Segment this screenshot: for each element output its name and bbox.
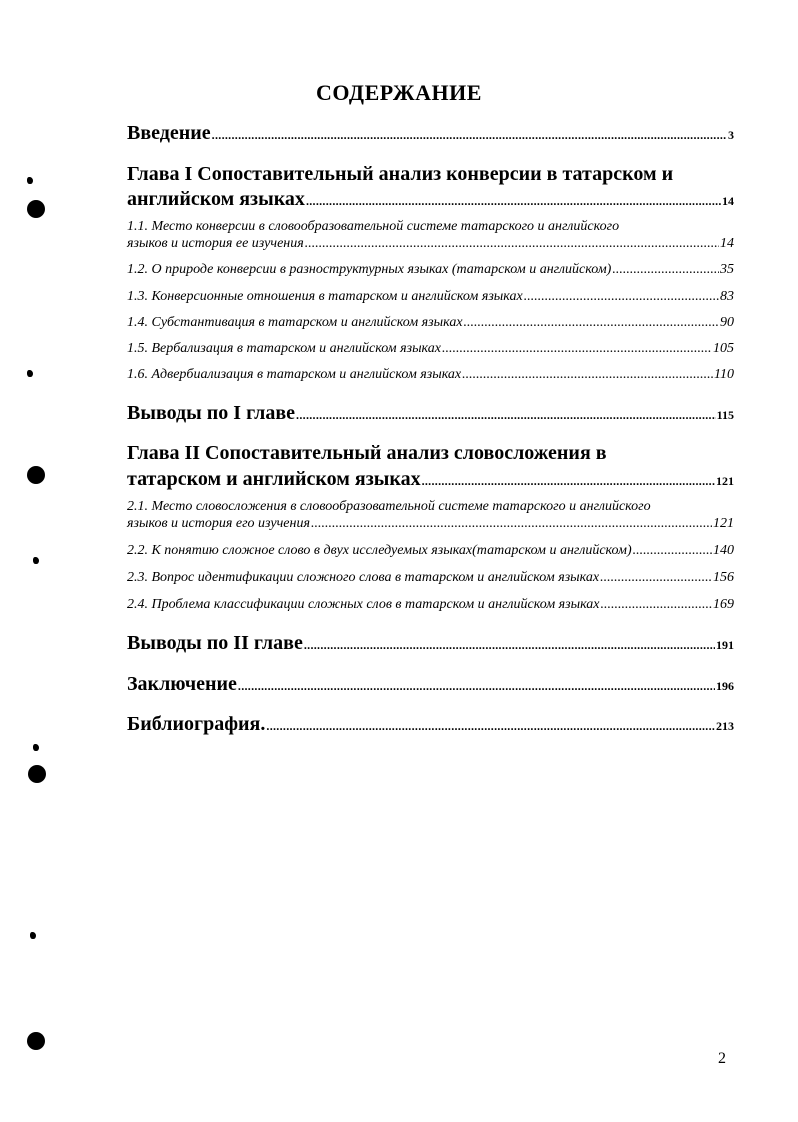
dot-leader <box>296 408 716 423</box>
toc-section-2-4[interactable] <box>127 597 734 613</box>
toc-section-1-5[interactable] <box>127 341 734 357</box>
dot-leader <box>600 570 712 586</box>
scan-speck <box>33 744 39 751</box>
dot-leader <box>524 289 719 305</box>
toc-page-number: 35 <box>720 262 734 277</box>
toc-page-number: 213 <box>716 719 734 733</box>
toc-entry-label: Библиография. <box>127 713 266 735</box>
toc-section-1-3[interactable] <box>127 289 734 305</box>
toc-section-1-2[interactable] <box>127 262 734 278</box>
toc-entry-label: Выводы по II главе <box>127 632 303 654</box>
page-number: 2 <box>718 1050 726 1067</box>
toc-entry-conclusion[interactable] <box>127 673 734 696</box>
toc-entry-bibliography[interactable] <box>127 713 734 736</box>
toc-page-number: 14 <box>722 194 734 208</box>
toc-page-number: 196 <box>716 679 734 693</box>
toc-section-2-1[interactable] <box>127 516 734 532</box>
toc-chapter1-title-line1[interactable]: Глава I Сопоставительный анализ конверсии в татарском и <box>127 163 674 185</box>
toc-section-1-6[interactable] <box>127 367 734 383</box>
dot-leader <box>305 236 719 252</box>
punch-hole <box>28 765 46 783</box>
toc-section-2-3[interactable] <box>127 570 734 586</box>
toc-entry-label: 1.5. Вербализация в татарском и английском языках <box>127 341 441 356</box>
toc-entry-chapter2[interactable] <box>127 468 734 491</box>
dot-leader <box>464 315 719 331</box>
toc-section-1-4[interactable] <box>127 315 734 331</box>
toc-page-number: 105 <box>713 341 734 356</box>
toc-page-number: 140 <box>713 543 734 558</box>
toc-page-number: 169 <box>713 597 734 612</box>
toc-page-number: 121 <box>716 474 734 488</box>
toc-section-2-1-line1[interactable]: 2.1. Место словосложения в словообразовательной системе татарского и английского <box>127 499 651 514</box>
toc-entry-conclusions1[interactable] <box>127 402 734 425</box>
toc-entry-label: Выводы по I главе <box>127 402 296 424</box>
dot-leader <box>462 367 713 383</box>
toc-entry-label: Заключение <box>127 673 237 695</box>
toc-section-2-2[interactable] <box>127 543 734 559</box>
dot-leader <box>442 341 712 357</box>
dot-leader <box>212 128 727 143</box>
scan-speck <box>27 177 33 184</box>
toc-page-number: 3 <box>728 128 734 142</box>
toc-entry-label: 1.4. Субстантивация в татарском и английском языках <box>127 315 463 330</box>
toc-entry-label: языков и история ее изучения <box>127 236 304 251</box>
toc-entry-label: 2.2. К понятию сложное слово в двух исследуемых языках(татарском и английском) <box>127 543 632 558</box>
dot-leader <box>238 679 715 694</box>
punch-hole <box>27 200 45 218</box>
toc-page-number: 83 <box>720 289 734 304</box>
dot-leader <box>612 262 719 278</box>
toc-page-number: 110 <box>714 367 734 382</box>
toc-entry-label: языков и история его изучения <box>127 516 310 531</box>
toc-page-number: 115 <box>716 408 734 422</box>
dot-leader <box>633 543 712 559</box>
dot-leader <box>311 516 712 532</box>
toc-entry-label: 1.6. Адвербиализация в татарском и английском языках <box>127 367 462 382</box>
toc-section-1-1-line1[interactable]: 1.1. Место конверсии в словообразовательной системе татарского и английского <box>127 219 620 234</box>
toc-entry-chapter1[interactable] <box>127 188 734 211</box>
dot-leader <box>306 194 721 209</box>
toc-page-number: 156 <box>713 570 734 585</box>
toc-page-number: 121 <box>713 516 734 531</box>
scan-speck <box>33 557 39 564</box>
toc-entry-label: 2.4. Проблема классификации сложных слов в татарском и английском языках <box>127 597 600 612</box>
toc-entry-conclusions2[interactable] <box>127 632 734 655</box>
dot-leader <box>601 597 712 613</box>
toc-entry-label: Введение <box>127 122 211 144</box>
toc-section-1-1[interactable] <box>127 236 734 252</box>
toc-entry-label: английском языках <box>127 188 305 210</box>
scan-speck <box>30 932 36 939</box>
dot-leader <box>266 719 715 734</box>
toc-page-number: 90 <box>720 315 734 330</box>
toc-entry-label: 1.3. Конверсионные отношения в татарском и английском языках <box>127 289 523 304</box>
punch-hole <box>27 1032 45 1050</box>
punch-hole <box>27 466 45 484</box>
toc-page-number: 191 <box>716 638 734 652</box>
toc-entry-label: 1.2. О природе конверсии в разноструктурных языках (татарском и английском) <box>127 262 612 277</box>
dot-leader <box>422 474 715 489</box>
toc-page-number: 14 <box>720 236 734 251</box>
toc-entry-label: 2.3. Вопрос идентификации сложного слова в татарском и английском языках <box>127 570 600 585</box>
toc-chapter2-title-line1[interactable]: Глава II Сопоставительный анализ словосложения в <box>127 442 607 464</box>
toc-entry-intro[interactable] <box>127 122 734 145</box>
page-title: СОДЕРЖАНИЕ <box>316 80 482 105</box>
toc-entry-label: татарском и английском языках <box>127 468 421 490</box>
dot-leader <box>304 638 715 653</box>
scan-speck <box>27 370 33 377</box>
